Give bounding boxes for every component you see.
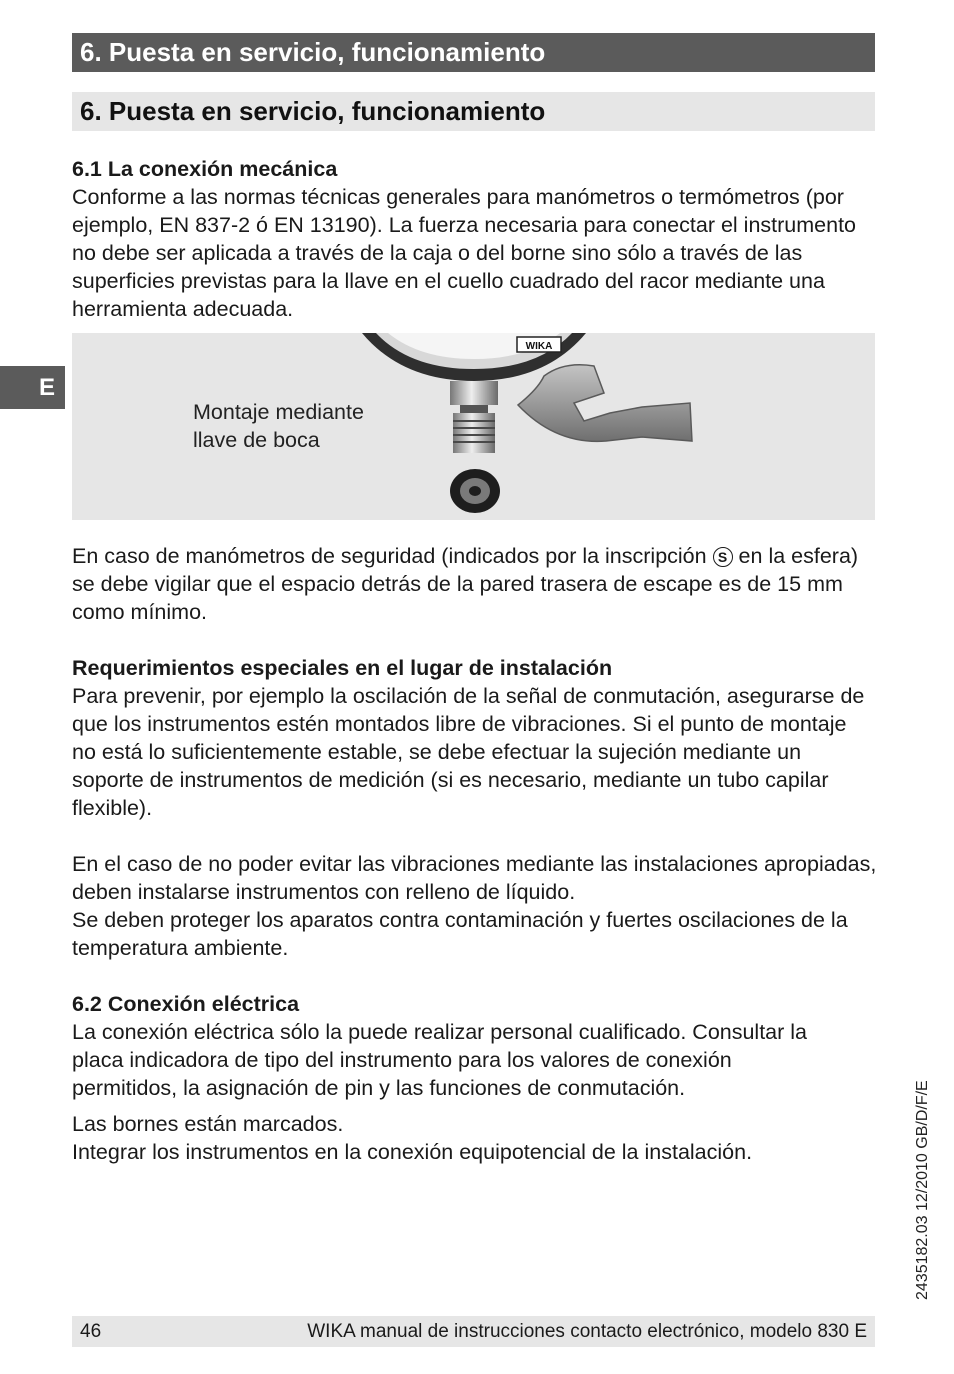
section-title: 6. Puesta en servicio, funcionamiento: [80, 37, 546, 67]
section-6-2-heading: 6.2 Conexión eléctrica: [72, 992, 300, 1016]
page-footer: [72, 1316, 875, 1347]
figure-caption-line-1: Montaje mediante: [193, 400, 364, 424]
special-requirements: [72, 654, 882, 962]
section-6-1-heading: 6.1 La conexión mecánica: [72, 157, 338, 181]
section-6-2-paragraph-2: Las bornes están marcados.: [72, 1112, 344, 1136]
safety-s-symbol-icon: S: [713, 547, 733, 567]
special-requirements-heading: Requerimientos especiales en el lugar de instalación: [72, 656, 613, 680]
gauge-brand-label: WIKA: [525, 341, 553, 352]
mounting-figure: [72, 333, 875, 520]
seal-ring-icon: [450, 469, 500, 513]
section-6-2-paragraph-1: La conexión eléctrica sólo la puede realizar personal cualificado. Consultar la placa indicadora de tipo del instrumento para los valores de conexión permitidos, la asignación de pin y las funciones de conmutación.: [72, 1020, 808, 1100]
special-requirements-paragraph-2: En el caso de no poder evitar las vibraciones mediante las instalaciones apropiadas, deben instalarse instrumentos con relleno de líquido.: [72, 852, 877, 904]
open-end-wrench-icon: [518, 365, 692, 442]
page-number: 46: [80, 1321, 102, 1342]
section-6-1: [72, 155, 882, 323]
section-header-bar: [72, 33, 875, 72]
special-requirements-paragraph-1: Para prevenir, por ejemplo la oscilación de la señal de conmutación, asegurarse de que los instrumentos estén montados libre de vibraciones. Si el punto de montaje no está lo suficientemente estable, se debe efectuar la sujeción mediante un soporte de instrumentos de medición (si es necesario, mediante un tubo capilar flexible).: [72, 684, 865, 820]
section-6-2-paragraph-3: Integrar los instrumentos en la conexión equipotencial de la instalación.: [72, 1140, 753, 1164]
gauge-wrench-illustration: [352, 333, 712, 520]
special-requirements-paragraph-3: Se deben proteger los aparatos contra contaminación y fuertes oscilaciones de la temperatura ambiente.: [72, 908, 848, 960]
safety-text-after: en la esfera) se debe vigilar que el espacio detrás de la pared trasera de escape es de 15 mm como mínimo.: [72, 544, 859, 624]
document-code: 2435182.03 12/2010 GB/D/F/E: [914, 1080, 931, 1300]
footer-title: WIKA manual de instrucciones contacto electrónico, modelo 830 E: [307, 1321, 867, 1342]
safety-gauge-note: [72, 542, 882, 626]
section-6-2: [72, 990, 882, 1166]
safety-gauge-paragraph: [72, 542, 882, 626]
section-6-1-paragraph: Conforme a las normas técnicas generales para manómetros o termómetros (por ejemplo, EN 837-2 ó EN 13190). La fuerza necesaria para conectar el instrumento no debe ser aplicada a través de la caja o del borne sino sólo a través de las superficies previstas para la llave en el cuello cuadrado del racor mediante una herramienta adecuada.: [72, 185, 856, 321]
safety-text-before: En caso de manómetros de seguridad (indicados por la inscripción: [72, 544, 713, 568]
subsection-title: 6. Puesta en servicio, funcionamiento: [80, 96, 546, 126]
language-tab: E: [0, 366, 65, 409]
figure-caption-line-2: llave de boca: [193, 428, 320, 452]
subsection-header-bar: [72, 92, 875, 131]
